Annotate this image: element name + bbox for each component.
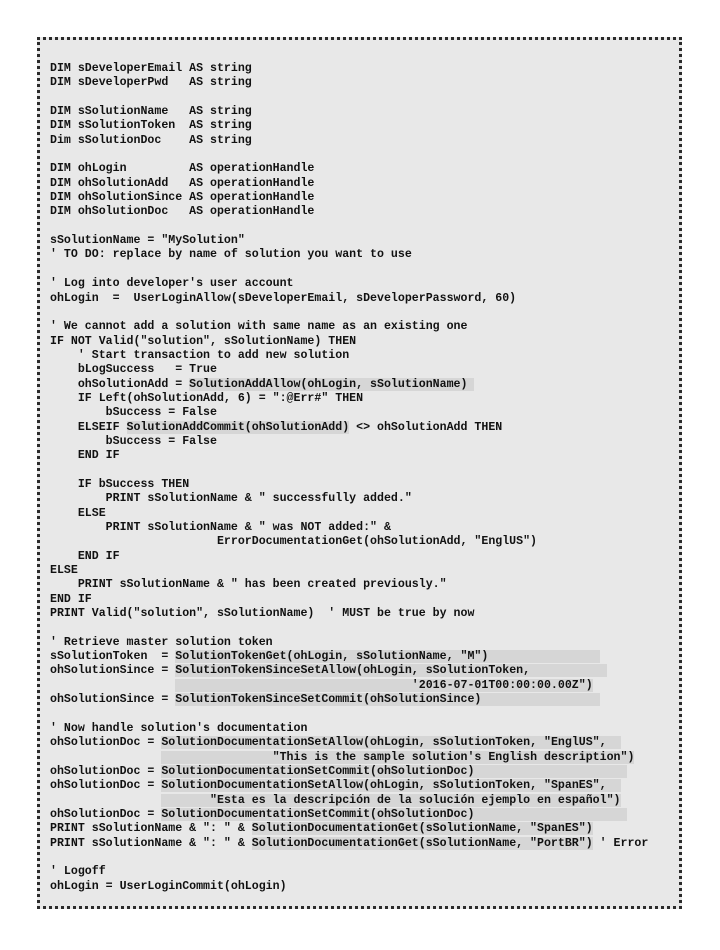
code-line: [50, 707, 648, 721]
code-line: [50, 205, 648, 219]
code-line: [50, 621, 648, 635]
code-line: [50, 162, 648, 176]
code-line: [50, 679, 648, 693]
code-segment: END IF: [50, 549, 120, 563]
code-line: [50, 320, 648, 334]
code-segment: ELSE: [50, 506, 106, 520]
code-line: [50, 392, 648, 406]
code-line: [50, 449, 648, 463]
code-segment: [50, 794, 161, 807]
code-line: [50, 851, 648, 865]
code-segment: <> ohSolutionAdd THEN: [349, 420, 503, 434]
code-segment: PRINT sSolutionName & ": " &: [50, 836, 252, 850]
code-segment: DIM ohSolutionAdd AS operationHandle: [50, 176, 315, 190]
code-line: [50, 148, 648, 162]
code-segment: END IF: [50, 592, 92, 606]
code-line: [50, 507, 648, 521]
code-line: [50, 808, 648, 822]
code-line: [50, 134, 648, 148]
code-segment: bSuccess = False: [50, 434, 217, 448]
highlighted-code-segment: "Esta es la descripción de la solución ejemplo en español"): [161, 793, 621, 807]
code-segment: PRINT sSolutionName & " was NOT added:" &: [50, 521, 391, 534]
code-segment: bLogSuccess = True: [50, 363, 217, 377]
code-segment: DIM ohSolutionDoc AS operationHandle: [50, 205, 315, 219]
code-segment: ' Retrieve master solution token: [50, 635, 273, 649]
code-line: [50, 263, 648, 277]
code-segment: DIM ohLogin AS operationHandle: [50, 162, 315, 176]
code-line: [50, 105, 648, 119]
code-line: [50, 664, 648, 678]
code-line: [50, 177, 648, 191]
code-segment: [50, 679, 175, 692]
code-segment: ' We cannot add a solution with same name as an existing one: [50, 320, 468, 334]
code-line: [50, 607, 648, 621]
code-segment: IF NOT Valid("solution", sSolutionName) THEN: [50, 334, 357, 348]
code-line: [50, 837, 648, 851]
code-segment: ELSEIF: [50, 420, 127, 434]
code-segment: ELSE: [50, 564, 78, 578]
code-segment: ohSolutionAdd =: [50, 377, 190, 391]
code-line: [50, 248, 648, 262]
highlighted-code-segment: SolutionDocumentationGet(sSolutionName, "PortBR"): [251, 836, 593, 850]
code-segment: DIM sDeveloperEmail AS string: [50, 62, 252, 75]
code-segment: PRINT sSolutionName & " has been created previously.": [50, 578, 447, 592]
code-line: [50, 636, 648, 650]
code-line: [50, 277, 648, 291]
code-segment: ' TO DO: replace by name of solution you want to use: [50, 248, 412, 262]
code-line: [50, 535, 648, 549]
highlighted-code-segment: SolutionDocumentationSetAllow(ohLogin, sSolutionToken, "EnglUS",: [161, 736, 621, 750]
code-line: [50, 765, 648, 779]
code-segment: ' Log into developer's user account: [50, 277, 294, 291]
code-listing-frame: [37, 37, 682, 909]
highlighted-code-segment: SolutionTokenSinceSetAllow(ohLogin, sSolutionToken,: [175, 664, 607, 678]
code-line: [50, 736, 648, 750]
code-line: [50, 119, 648, 133]
code-segment: DIM sDeveloperPwd AS string: [50, 76, 252, 90]
highlighted-code-segment: SolutionDocumentationSetAllow(ohLogin, sSolutionToken, "SpanES",: [161, 779, 621, 793]
code-segment: PRINT Valid("solution", sSolutionName) ' MUST be true by now: [50, 607, 475, 621]
highlighted-code-segment: SolutionDocumentationGet(sSolutionName, "SpanES"): [251, 822, 593, 836]
code-line: [50, 292, 648, 306]
code-segment: ohLogin = UserLoginAllow(sDeveloperEmail, sDeveloperPassword, 60): [50, 291, 517, 305]
code-segment: ' Error: [592, 836, 649, 850]
code-line: [50, 593, 648, 607]
code-segment: ohSolutionDoc =: [50, 779, 162, 793]
code-segment: ohLogin = UserLoginCommit(ohLogin): [50, 879, 287, 893]
code-segment: ' Logoff: [50, 865, 106, 879]
code-segment: IF Left(ohSolutionAdd, 6) = ":@Err#" THEN: [50, 391, 364, 405]
code-segment: END IF: [50, 449, 120, 463]
code-segment: ohSolutionSince =: [50, 693, 176, 707]
code-segment: [50, 751, 161, 764]
highlighted-code-segment: '2016-07-01T00:00:00.00Z"): [175, 678, 593, 692]
code-line: [50, 62, 648, 76]
code-segment: PRINT sSolutionName & ": " &: [50, 822, 252, 836]
code-segment: DIM ohSolutionSince AS operationHandle: [50, 191, 315, 205]
code-line: [50, 880, 648, 894]
code-line: [50, 306, 648, 320]
code-line: [50, 76, 648, 90]
code-line: [50, 564, 648, 578]
highlighted-code-segment: SolutionTokenSinceSetCommit(ohSolutionSince): [175, 693, 600, 707]
code-line: [50, 478, 648, 492]
code-segment: Dim sSolutionDoc AS string: [50, 133, 252, 147]
code-line: [50, 521, 648, 535]
code-line: [50, 779, 648, 793]
code-segment: bSuccess = False: [50, 406, 217, 420]
code-line: [50, 722, 648, 736]
code-segment: DIM sSolutionToken AS string: [50, 119, 252, 133]
highlighted-code-segment: SolutionTokenGet(ohLogin, sSolutionName, "M"): [175, 650, 600, 664]
code-line: [50, 91, 648, 105]
highlighted-code-segment: SolutionAddCommit(ohSolutionAdd): [126, 420, 350, 434]
code-segment: ' Now handle solution's documentation: [50, 721, 308, 735]
code-line: [50, 650, 648, 664]
code-segment: IF bSuccess THEN: [50, 477, 190, 491]
highlighted-code-segment: SolutionDocumentationSetCommit(ohSolutionDoc): [161, 807, 628, 821]
code-segment: ohSolutionDoc =: [50, 736, 162, 750]
code-segment: ' Start transaction to add new solution: [50, 348, 350, 362]
code-line: [50, 191, 648, 205]
code-line: [50, 865, 648, 879]
code-segment: sSolutionToken =: [50, 650, 176, 664]
code-line: [50, 464, 648, 478]
code-line: [50, 406, 648, 420]
code-line: [50, 349, 648, 363]
code-segment: DIM sSolutionName AS string: [50, 105, 252, 119]
code-segment: ErrorDocumentationGet(ohSolutionAdd, "EnglUS"): [50, 535, 538, 549]
highlighted-code-segment: SolutionAddAllow(ohLogin, sSolutionName): [189, 377, 475, 391]
code-segment: sSolutionName = "MySolution": [50, 234, 245, 248]
code-line: [50, 822, 648, 836]
highlighted-code-segment: SolutionDocumentationSetCommit(ohSolutionDoc): [161, 764, 628, 778]
code-line: [50, 794, 648, 808]
code-segment: ohSolutionDoc =: [50, 764, 162, 778]
code-segment: ohSolutionDoc =: [50, 807, 162, 821]
code-segment: ohSolutionSince =: [50, 664, 176, 678]
code-block: [50, 62, 648, 894]
highlighted-code-segment: "This is the sample solution's English description"): [161, 750, 635, 764]
code-line: [50, 378, 648, 392]
code-line: [50, 421, 648, 435]
code-line: [50, 550, 648, 564]
code-line: [50, 492, 648, 506]
code-line: [50, 335, 648, 349]
code-line: [50, 693, 648, 707]
code-line: [50, 578, 648, 592]
code-line: [50, 220, 648, 234]
code-line: [50, 435, 648, 449]
code-line: [50, 751, 648, 765]
code-line: [50, 234, 648, 248]
code-segment: PRINT sSolutionName & " successfully added.": [50, 492, 412, 506]
code-line: [50, 363, 648, 377]
